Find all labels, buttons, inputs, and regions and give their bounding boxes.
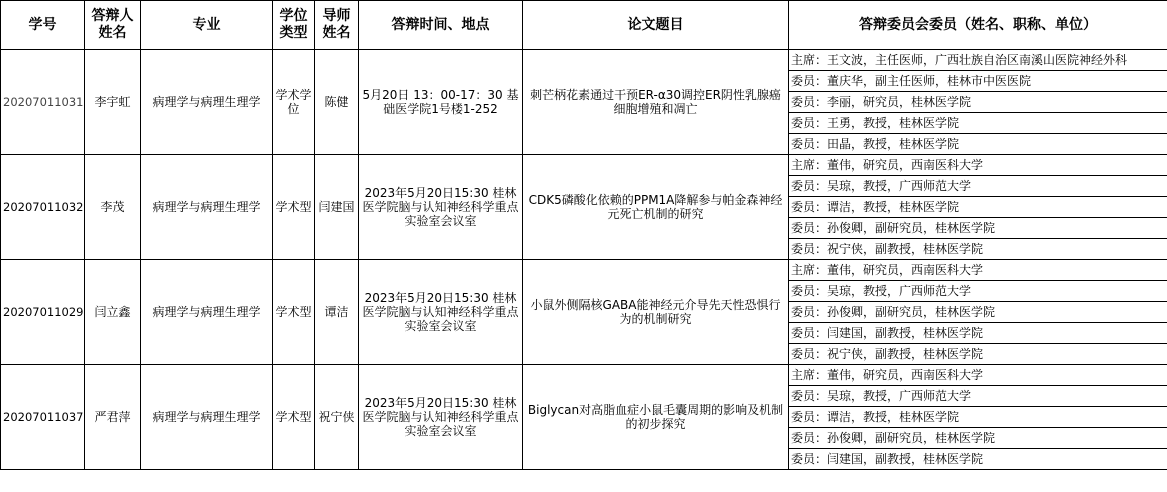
- header-row: [1, 1, 1167, 50]
- time-place: 2023年5月20日15:30 桂林医学院脑与认知神经科学重点实验室会议室: [359, 260, 523, 365]
- header-student-id: 学号: [1, 1, 85, 50]
- header-student-name: 答辩人姓名: [85, 1, 141, 50]
- committee-member: 委员：王勇，教授，桂林医学院: [789, 113, 1167, 134]
- degree-type: 学术型: [273, 155, 315, 260]
- table-row: [1, 155, 1167, 176]
- header-committee: 答辩委员会委员（姓名、职称、单位）: [789, 1, 1167, 50]
- committee-member: 委员：闫建国，副教授，桂林医学院: [789, 323, 1167, 344]
- thesis-title: 小鼠外侧隔核GABA能神经元介导先天性恐惧行为的机制研究: [523, 260, 789, 365]
- committee-member: 委员：祝宁侠，副教授，桂林医学院: [789, 344, 1167, 365]
- table-row: [1, 260, 1167, 281]
- student-id: 20207011032: [1, 155, 85, 260]
- major: 病理学与病理生理学: [141, 260, 273, 365]
- committee-chair: 主席：董伟，研究员，西南医科大学: [789, 155, 1167, 176]
- supervisor: 祝宁侠: [315, 365, 359, 470]
- committee-member: 委员：祝宁侠，副教授，桂林医学院: [789, 239, 1167, 260]
- degree-type: 学术型: [273, 365, 315, 470]
- committee-member: 委员：吴琼，教授，广西师范大学: [789, 176, 1167, 197]
- committee-member: 委员：孙俊卿，副研究员，桂林医学院: [789, 428, 1167, 449]
- student-id: 20207011037: [1, 365, 85, 470]
- committee-member: 委员：孙俊卿，副研究员，桂林医学院: [789, 302, 1167, 323]
- committee-member: 委员：董庆华，副主任医师，桂林市中医医院: [789, 71, 1167, 92]
- degree-type: 学术学位: [273, 50, 315, 155]
- thesis-title: 刺芒柄花素通过干预ER-α30调控ER阴性乳腺癌细胞增殖和凋亡: [523, 50, 789, 155]
- student-name: 闫立鑫: [85, 260, 141, 365]
- committee-chair: 主席：王文波，主任医师，广西壮族自治区南溪山医院神经外科: [789, 50, 1167, 71]
- committee-member: 委员：闫建国，副教授，桂林医学院: [789, 449, 1167, 470]
- student-id: 20207011031: [1, 50, 85, 155]
- supervisor: 陈健: [315, 50, 359, 155]
- major: 病理学与病理生理学: [141, 365, 273, 470]
- table-row: [1, 50, 1167, 71]
- time-place: 2023年5月20日15:30 桂林医学院脑与认知神经科学重点实验室会议室: [359, 365, 523, 470]
- header-time-place: 答辩时间、地点: [359, 1, 523, 50]
- committee-member: 委员：孙俊卿，副研究员，桂林医学院: [789, 218, 1167, 239]
- header-thesis-title: 论文题目: [523, 1, 789, 50]
- header-degree-type: 学位类型: [273, 1, 315, 50]
- thesis-title: CDK5磷酸化依赖的PPM1A降解参与帕金森神经元死亡机制的研究: [523, 155, 789, 260]
- student-name: 严君萍: [85, 365, 141, 470]
- table-row: [1, 365, 1167, 386]
- committee-member: 委员：谭洁，教授，桂林医学院: [789, 197, 1167, 218]
- committee-member: 委员：田晶，教授，桂林医学院: [789, 134, 1167, 155]
- thesis-title: Biglycan对高脂血症小鼠毛囊周期的影响及机制的初步探究: [523, 365, 789, 470]
- committee-member: 委员：吴琼，教授，广西师范大学: [789, 386, 1167, 407]
- major: 病理学与病理生理学: [141, 50, 273, 155]
- committee-chair: 主席：董伟，研究员，西南医科大学: [789, 365, 1167, 386]
- student-name: 李茂: [85, 155, 141, 260]
- supervisor: 闫建国: [315, 155, 359, 260]
- committee-member: 委员：吴琼，教授，广西师范大学: [789, 281, 1167, 302]
- supervisor: 谭洁: [315, 260, 359, 365]
- degree-type: 学术型: [273, 260, 315, 365]
- committee-member: 委员：李丽，研究员，桂林医学院: [789, 92, 1167, 113]
- time-place: 5月20日 13：00-17：30 基础医学院1号楼1-252: [359, 50, 523, 155]
- major: 病理学与病理生理学: [141, 155, 273, 260]
- committee-chair: 主席：董伟，研究员，西南医科大学: [789, 260, 1167, 281]
- header-supervisor: 导师姓名: [315, 1, 359, 50]
- header-major: 专业: [141, 1, 273, 50]
- student-name: 李宇虹: [85, 50, 141, 155]
- time-place: 2023年5月20日15:30 桂林医学院脑与认知神经科学重点实验室会议室: [359, 155, 523, 260]
- committee-member: 委员：谭洁，教授，桂林医学院: [789, 407, 1167, 428]
- student-id: 20207011029: [1, 260, 85, 365]
